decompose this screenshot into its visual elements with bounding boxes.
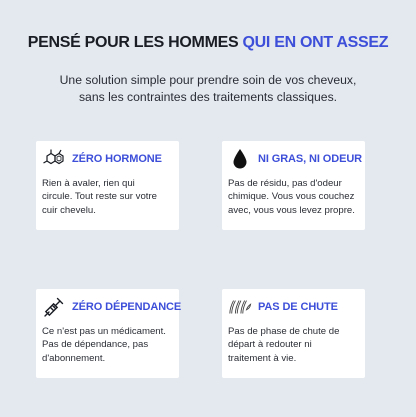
- card-text-line: traitement à vie.: [228, 352, 297, 364]
- card-text-line: circule. Tout reste sur votre: [42, 191, 157, 203]
- card-text-line: d'abonnement.: [42, 352, 106, 364]
- title-accent: QUI EN ONT ASSEZ: [242, 34, 389, 51]
- card-description: [42, 177, 175, 217]
- hair-strands-icon: [228, 295, 252, 319]
- benefit-card-ni-gras: [222, 141, 365, 230]
- card-title: ZÉRO DÉPENDANCE: [72, 301, 182, 313]
- card-header: [42, 293, 182, 321]
- card-title: PAS DE CHUTE: [258, 301, 338, 313]
- card-description: [228, 325, 361, 365]
- oil-drop-icon: [228, 147, 252, 171]
- card-title: NI GRAS, NI ODEUR: [258, 153, 363, 165]
- benefit-card-pas-de-chute: [222, 289, 365, 378]
- card-text-line: Ce n'est pas un médicament.: [42, 326, 166, 337]
- card-text-line: Pas de dépendance, pas: [42, 339, 149, 351]
- card-header: [228, 145, 361, 173]
- card-text-line: chimique. Vous vous couchez: [228, 191, 355, 203]
- subtitle-line-1: Une solution simple pour prendre soin de vos cheveux,: [59, 73, 357, 87]
- card-text-line: Rien à avaler, rien qui: [42, 178, 135, 189]
- syringe-icon: [42, 295, 66, 319]
- title-main: PENSÉ POUR LES HOMMES: [27, 34, 243, 51]
- molecule-icon: [42, 147, 66, 171]
- benefit-card-zero-hormone: [36, 141, 179, 230]
- card-text-line: départ à redouter ni: [228, 339, 312, 351]
- card-description: [228, 177, 361, 217]
- benefit-card-zero-dependance: [36, 289, 182, 378]
- page-title: [0, 33, 416, 53]
- card-title: ZÉRO HORMONE: [72, 153, 162, 165]
- card-header: [42, 145, 175, 173]
- card-text-line: avec, vous vous levez propre.: [228, 204, 355, 216]
- card-text-line: Pas de résidu, pas d'odeur: [228, 178, 342, 189]
- page-subtitle: [30, 72, 386, 106]
- subtitle-line-2: sans les contraintes des traitements classiques.: [78, 90, 338, 104]
- card-text-line: Pas de phase de chute de: [228, 326, 340, 337]
- card-description: [42, 325, 175, 365]
- card-text-line: cuir chevelu.: [42, 204, 96, 216]
- card-header: [228, 293, 361, 321]
